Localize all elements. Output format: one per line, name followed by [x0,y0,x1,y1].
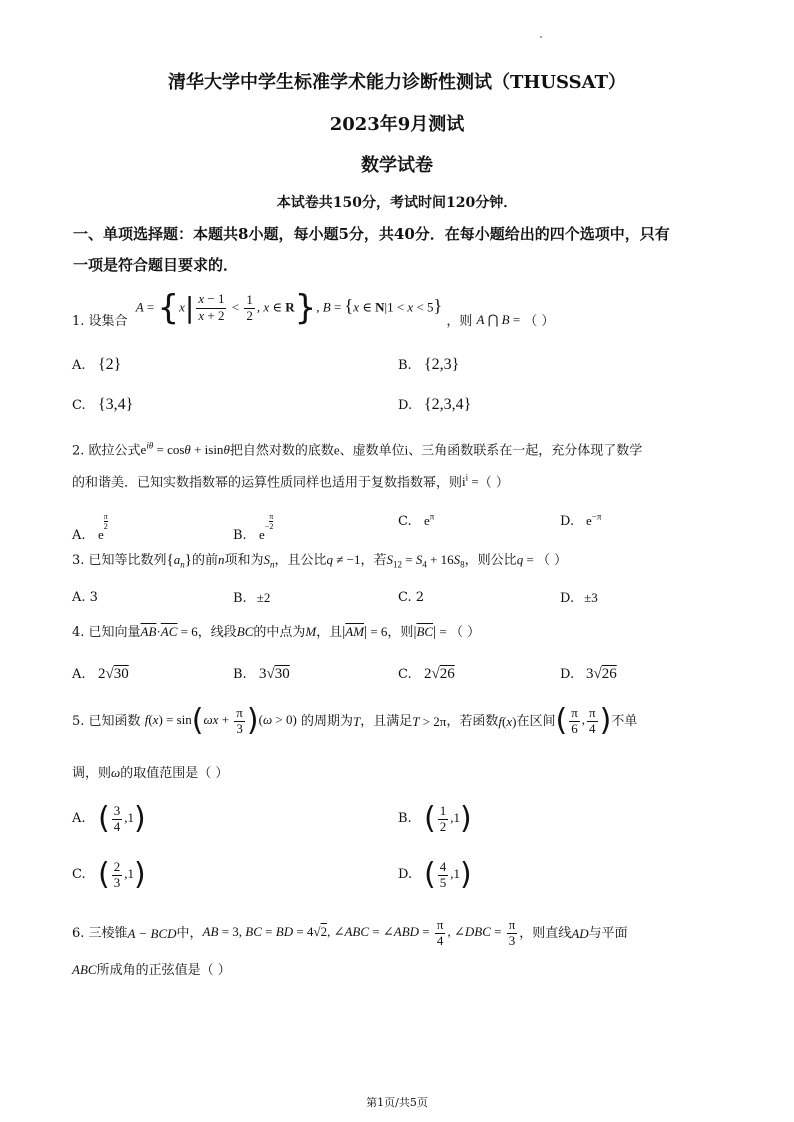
q4-option-d: D. 3√26 [560,666,617,682]
q3-option-b: B. ±2 [233,590,271,606]
exam-date: 2023年9月测试 [329,114,465,135]
q1-set-expression: A = {x| $\frac{x - 1}{x + 2}$ < $\frac{1}{2}$ , x ∈ R}, B = {x ∈ N|1 < x < 5} [135,288,443,328]
q2-option-c: C. $e^\pi$ [398,512,435,530]
q3-option-c: C. 2 [398,590,425,605]
q1-option-d: D. {2,3,4} [398,396,472,413]
exam-info: 本试卷共150分，考试时间120分钟． [276,195,518,211]
scan-speck [540,36,542,38]
q1-option-b: B. {2,3} [398,356,460,373]
q5-option-a: A. ( $\frac{3}{4}$ ,1) [72,801,146,837]
q5-option-b: B. ( $\frac{1}{2}$ ,1) [398,801,472,837]
q1-intersection: A ⋂ B = [476,312,521,327]
section-heading-line2: 一项是符合题目要求的． [73,256,239,274]
q2-option-b: B. $e^{- \frac{\pi}{2}}$ [233,512,274,543]
page-footer: 第1页/共5页 [366,1096,428,1109]
exam-subject: 数学试卷 [361,155,433,176]
q4-option-b: B. 3√30 [233,666,290,682]
q3-option-d: D. ±3 [560,590,598,606]
q3-option-a: A. 3 [72,590,98,605]
question-6-line1: 6. 三棱锥A − BCD中，AB = 3, BC = BD = 4√2, ∠ABC = ∠ABD = $\frac{\pi}{4}$ , ∠DBC = $\frac{\pi}{3}$ ，则直线AD与平面 [72,917,628,948]
question-4: 4. 已知向量$\overline{AB}\cdot\overline{AC} = 6$，线段BC的中点为M，且$|\overline{AM}| = 6$，则$|\overline{BC}|$ = （ ） [72,624,481,640]
question-1 [72,288,555,329]
q1-option-c: C. {3,4} [72,396,134,413]
q1-prefix: 1. 设集合 [72,314,128,329]
question-5-line2: 调，则ω的取值范围是（ ） [72,765,229,781]
q2-option-a: A. e $^{\frac{\pi}{2}}$ [72,512,108,543]
q1-blank: （ ） [524,314,555,329]
q1-suffix: ，则 [446,314,473,329]
q5-option-d: D. ( $\frac{4}{5}$ ,1) [398,857,472,893]
q4-option-a: A. 2√30 [72,666,129,682]
q4-option-c: C. 2√26 [398,666,455,682]
q5-option-c: C. ( $\frac{2}{3}$ ,1) [72,857,146,893]
question-2-line1: 2. 欧拉公式$e^{i\theta} = \cos\theta + isin\theta$把自然对数的底数e、虚数单位i、三角函数联系在一起，充分体现了数学 [72,441,643,459]
q2-option-d: D. $e^{-\pi}$ [560,512,602,530]
section-heading-line1: 一、单项选择题：本题共8小题，每小题5分，共40分．在每小题给出的四个选项中，只有 [73,225,670,243]
question-3: 3. 已知等比数列$\{a_n\}$的前n项和为$S_n$，且公比q ≠ −1，若$S_{12} = S_4 + 16S_8$，则公比q = （ ） [72,552,568,570]
q1-option-a: A. {2} [72,356,122,373]
question-5-line1: 5. 已知函数 f(x) = sin(ωx + $\frac{\pi}{3}$ )(ω > 0) 的周期为T，且满足T > 2π，若函数f(x)在区间( $\frac{\pi}{6}$ , $\frac{\pi}{4}$ )不单 [72,703,638,739]
exam-title: 清华大学中学生标准学术能力诊断性测试（THUSSAT） [167,72,627,93]
question-2-line2: 的和谐美．已知实数指数幂的运算性质同样也适用于复数指数幂，则$i^i$ =（ ） [72,473,509,491]
question-6-line2: ABC所成角的正弦值是（ ） [72,962,231,978]
